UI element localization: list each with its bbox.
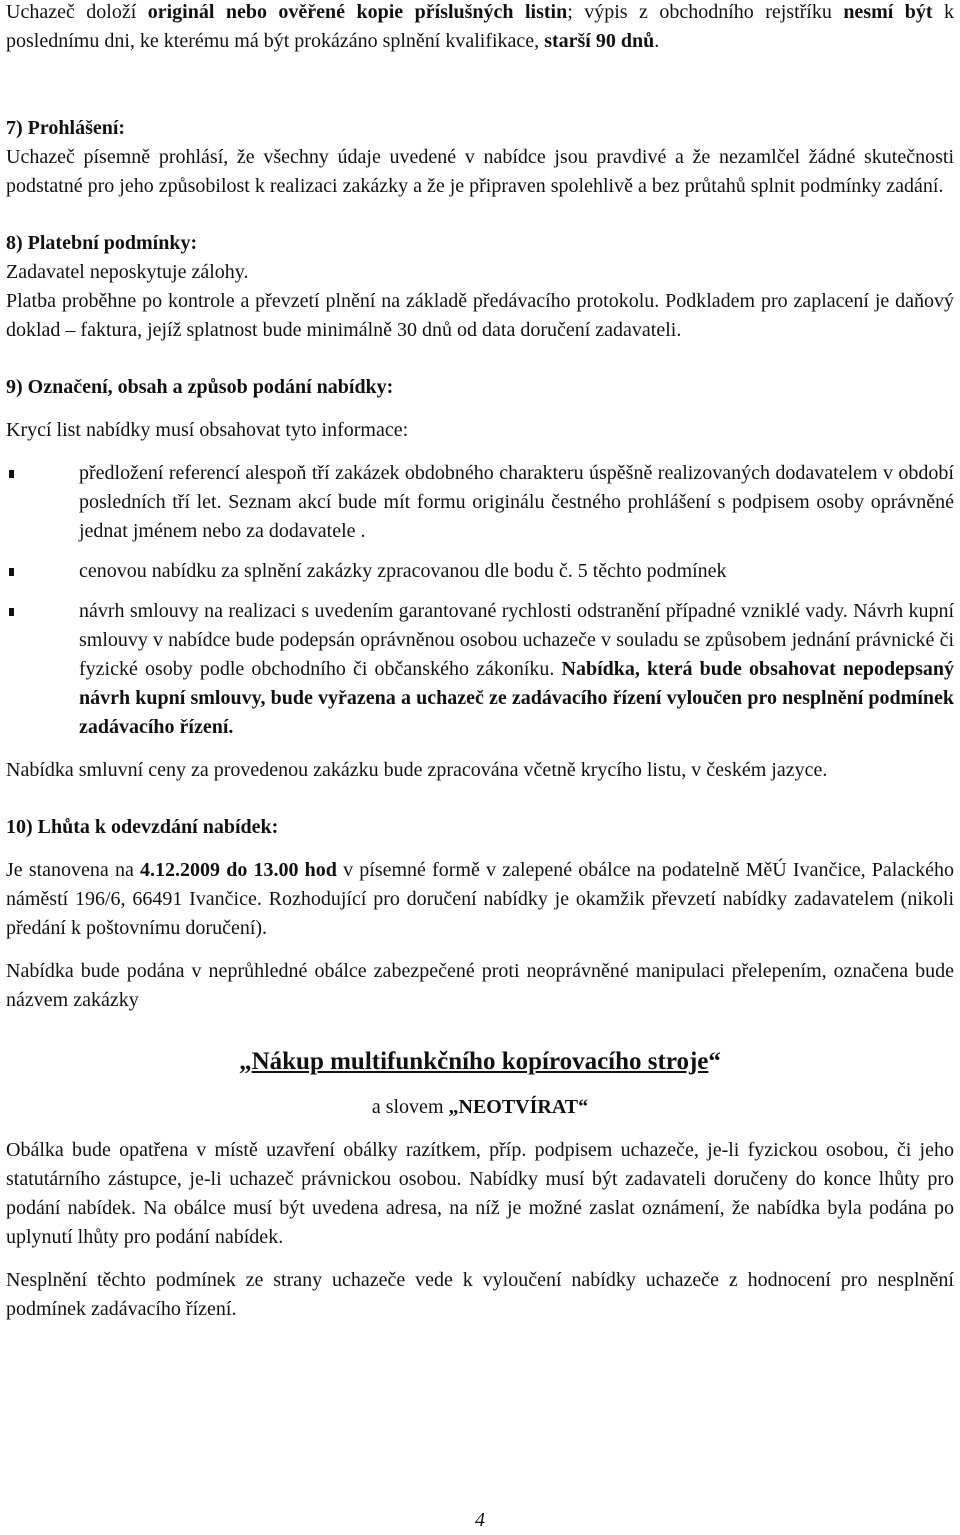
- intro-bold-90-days: starší 90 dnů: [544, 30, 655, 52]
- intro-text: k poslednímu dni, ke kterému má být prokázáno splnění kvalifikace,: [6, 1, 954, 52]
- intro-bold-originals: originál nebo ověřené kopie příslušných listin: [147, 1, 568, 23]
- title-quote-open: „: [239, 1048, 252, 1075]
- subtitle-bold: „NEOTVÍRAT“: [448, 1096, 589, 1118]
- section-8-line-1: Zadavatel neposkytuje zálohy.: [6, 261, 249, 283]
- do-not-open-label: [6, 1093, 954, 1122]
- intro-text: .: [654, 30, 660, 52]
- bullet-text: návrh smlouvy na realizaci s uvedením garantované rychlosti odstranění případné vzniklé vady. Návrh kupní smlouvy v nabídce bude podepsán oprávněnou osobou uchazeče v souladu se způsobem jednání právnické či fyzické osoby podle obchodního či občanského zákoníku.: [79, 600, 954, 680]
- section-10-deadline: [6, 856, 954, 943]
- section-10-consequence: Nesplnění těchto podmínek ze strany uchazeče vede k vyloučení nabídky uchazeče z hodnocení pro nesplnění podmínek zadávacího řízení.: [6, 1269, 954, 1320]
- list-item: [6, 557, 954, 586]
- section-9-intro: Krycí list nabídky musí obsahovat tyto informace:: [6, 419, 409, 441]
- deadline-date-bold: 4.12.2009 do 13.00 hod: [140, 859, 337, 881]
- document-page: [6, 0, 954, 1324]
- deadline-text: v písemné formě v zalepené obálce na podatelně MěÚ Ivančice, Palackého náměstí 196/6, 66491 Ivančice. Rozhodující pro doručení nabídky je okamžik převzetí nabídky zadavatelem (nikoli předání k poštovnímu doručení).: [6, 859, 954, 939]
- deadline-text: Je stanovena na: [6, 859, 141, 881]
- section-9-bullet-list: [6, 459, 954, 742]
- bullet-square-icon: [9, 470, 14, 478]
- title-quote-close: “: [708, 1048, 721, 1075]
- intro-bold-nesmi: nesmí být: [843, 1, 933, 23]
- section-9-heading: 9) Označení, obsah a způsob podání nabídky:: [6, 376, 394, 398]
- list-item: [6, 597, 954, 742]
- intro-text: ; výpis z obchodního rejstříku: [567, 1, 844, 23]
- contract-title: [6, 1045, 954, 1079]
- list-item: [6, 459, 954, 546]
- bullet-text: předložení referencí alespoň tří zakázek obdobného charakteru úspěšně realizovaných dodavatelem v období posledních tří let. Seznam akcí bude mít formu originálu čestného prohlášení s podpisem osoby oprávněné jednat jménem nebo za dodavatele .: [79, 462, 954, 542]
- bullet-text: cenovou nabídku za splnění zakázky zpracovanou dle bodu č. 5 těchto podmínek: [79, 560, 727, 582]
- section-10-seal: Obálka bude opatřena v místě uzavření obálky razítkem, příp. podpisem uchazeče, je-li fyzickou osobou, či jeho statutárního zástupce, je-li uchazeč právnickou osobou. Nabídky musí být zadavateli doručeny do konce lhůty pro podání nabídek. Na obálce musí být uvedena adresa, na níž je možné zaslat oznámení, že nabídka byla podána po uplynutí lhůty pro podání nabídek.: [6, 1139, 954, 1248]
- intro-text: Uchazeč doloží: [6, 1, 148, 23]
- section-9-closing: Nabídka smluvní ceny za provedenou zakázku bude zpracována včetně krycího listu, v českém jazyce.: [6, 759, 828, 781]
- section-8-heading: 8) Platební podmínky:: [6, 232, 198, 254]
- section-7-text: Uchazeč písemně prohlásí, že všechny údaje uvedené v nabídce jsou pravdivé a že nezamlčel žádné skutečnosti podstatné pro jeho způsobilost k realizaci zakázky a že je připraven spolehlivě a bez průtahů splnit podmínky zadání.: [6, 146, 954, 197]
- bullet-square-icon: [9, 568, 14, 576]
- page-number: 4: [475, 1509, 485, 1531]
- bullet-bold-warning: Nabídka, která bude obsahovat nepodepsaný návrh kupní smlouvy, bude vyřazena a uchazeč ze zadávacího řízení vyloučen pro nesplnění podmínek zadávacího řízení.: [79, 658, 954, 738]
- section-7-heading: 7) Prohlášení:: [6, 117, 126, 139]
- section-10-envelope: Nabídka bude podána v neprůhledné obálce zabezpečené proti neoprávněné manipulaci přelepením, označena bude názvem zakázky: [6, 960, 954, 1011]
- section-10-heading: 10) Lhůta k odevzdání nabídek:: [6, 816, 279, 838]
- section-8-line-2: Platba proběhne po kontrole a převzetí plnění na základě předávacího protokolu. Podkladem pro zaplacení je daňový doklad – faktura, jejíž splatnost bude minimálně 30 dnů od data doručení zadavateli.: [6, 290, 954, 341]
- subtitle-text: a slovem: [371, 1096, 449, 1118]
- bullet-square-icon: [9, 608, 14, 616]
- contract-title-text: Nákup multifunkčního kopírovacího stroje: [251, 1048, 709, 1075]
- intro-paragraph: [6, 0, 954, 56]
